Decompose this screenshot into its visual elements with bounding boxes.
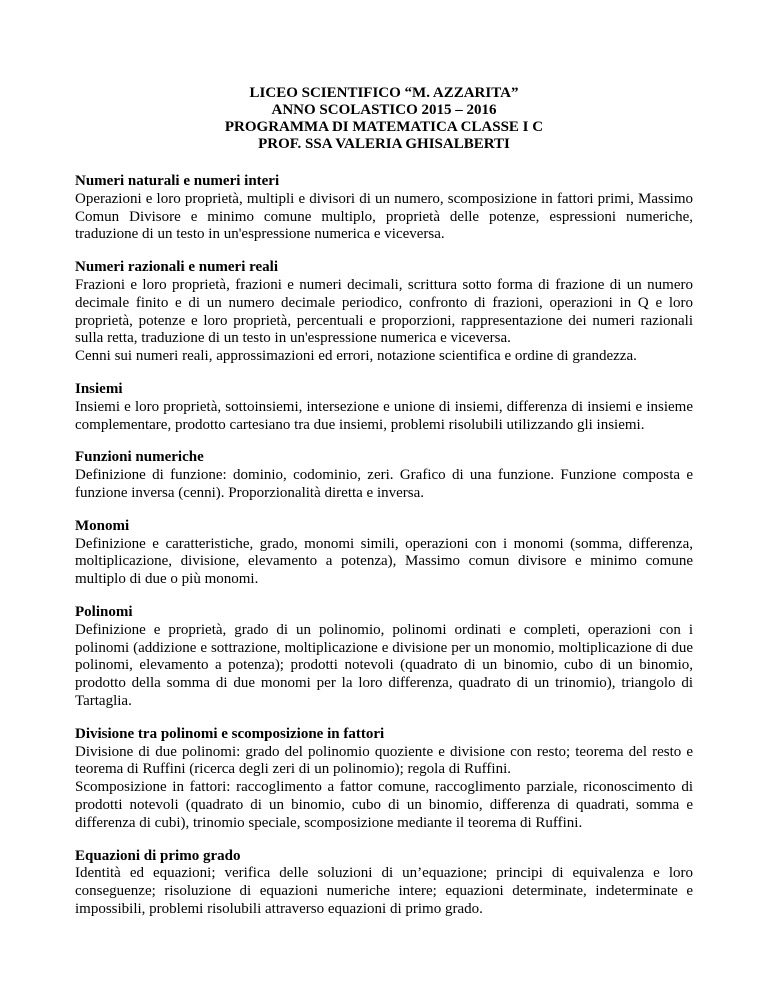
section-insiemi	[75, 381, 693, 434]
teacher-name: PROF. SSA VALERIA GHISALBERTI	[258, 136, 510, 152]
section-paragraph: Scomposizione in fattori: raccoglimento a fattor comune, raccoglimento parziale, riconoscimento di prodotti notevoli (quadrato di un binomio, cubo di un binomio, differenza di quadrati, somma e differenza di cubi), trinomio speciale, scomposizione mediante il teorema di Ruffini.	[75, 779, 693, 831]
section-title: Funzioni numeriche	[75, 449, 204, 466]
section-paragraph: Definizione e proprietà, grado di un polinomio, polinomi ordinati e completi, operazioni con i polinomi (addizione e sottrazione, moltiplicazione e divisione per un monomio, moltiplicazione di due polinomi, elevamento a potenza); prodotti notevoli (quadrato di un binomio, cubo di un binomio, prodotto della somma di due monomi per la loro differenza, quadrato di un trinomio), triangolo di Tartaglia.	[75, 621, 693, 709]
school-year: ANNO SCOLASTICO 2015 – 2016	[271, 102, 497, 118]
school-name: LICEO SCIENTIFICO “M. AZZARITA”	[249, 85, 519, 101]
document-header	[75, 85, 693, 153]
section-title: Divisione tra polinomi e scomposizione in fattori	[75, 725, 385, 742]
section-divisione-polinomi	[75, 726, 693, 833]
section-paragraph: Definizione di funzione: dominio, codominio, zeri. Grafico di una funzione. Funzione composta e funzione inversa (cenni). Proporzionalità diretta e inversa.	[75, 467, 693, 501]
section-title: Monomi	[75, 517, 130, 534]
document-page	[75, 85, 693, 934]
section-title: Equazioni di primo grado	[75, 847, 241, 864]
section-equazioni-primo-grado	[75, 848, 693, 919]
section-paragraph: Cenni sui numeri reali, approssimazioni ed errori, notazione scientifica e ordine di grandezza.	[75, 348, 637, 365]
section-paragraph: Identità ed equazioni; verifica delle soluzioni di un’equazione; principi di equivalenza e loro conseguenze; risoluzione di equazioni numeriche intere; equazioni determinate, indeterminate e impossibili, problemi risolubili attraverso equazioni di primo grado.	[75, 865, 693, 917]
section-paragraph: Insiemi e loro proprietà, sottoinsiemi, intersezione e unione di insiemi, differenza di insiemi e insieme complementare, prodotto cartesiano tra due insiemi, problemi risolubili utilizzando gli insiemi.	[75, 398, 693, 433]
section-numeri-razionali	[75, 259, 693, 366]
section-title: Polinomi	[75, 603, 133, 620]
section-title: Insiemi	[75, 380, 123, 397]
section-paragraph: Divisione di due polinomi: grado del polinomio quoziente e divisione con resto; teorema del resto e teorema di Ruffini (ricerca degli zeri di un polinomio); regola di Ruffini.	[75, 743, 693, 778]
section-title: Numeri razionali e numeri reali	[75, 259, 279, 276]
section-monomi	[75, 518, 693, 589]
section-title: Numeri naturali e numeri interi	[75, 173, 280, 189]
section-paragraph: Frazioni e loro proprietà, frazioni e numeri decimali, scrittura sotto forma di frazione di un numero decimale finito e di un numero decimale periodico, confronto di frazioni, operazioni in Q e loro proprietà, potenze e loro proprietà, percentuali e proporzioni, rappresentazione dei numeri razionali sulla retta, traduzione di un testo in un'espressione numerica e viceversa.	[75, 276, 693, 347]
section-polinomi	[75, 604, 693, 711]
section-paragraph: Operazioni e loro proprietà, multipli e divisori di un numero, scomposizione in fattori primi, Massimo Comun Divisore e minimo comune multiplo, proprietà delle potenze, espressioni numeriche, traduzione di un testo in un'espressione numerica e viceversa.	[75, 190, 693, 243]
section-numeri-naturali	[75, 173, 693, 244]
program-title: PROGRAMMA DI MATEMATICA CLASSE I C	[224, 119, 544, 135]
section-paragraph: Definizione e caratteristiche, grado, monomi simili, operazioni con i monomi (somma, differenza, moltiplicazione, divisione, elevamento a potenza), Massimo comun divisore e minimo comune multiplo di due o più monomi.	[75, 535, 693, 588]
section-funzioni-numeriche	[75, 449, 693, 502]
